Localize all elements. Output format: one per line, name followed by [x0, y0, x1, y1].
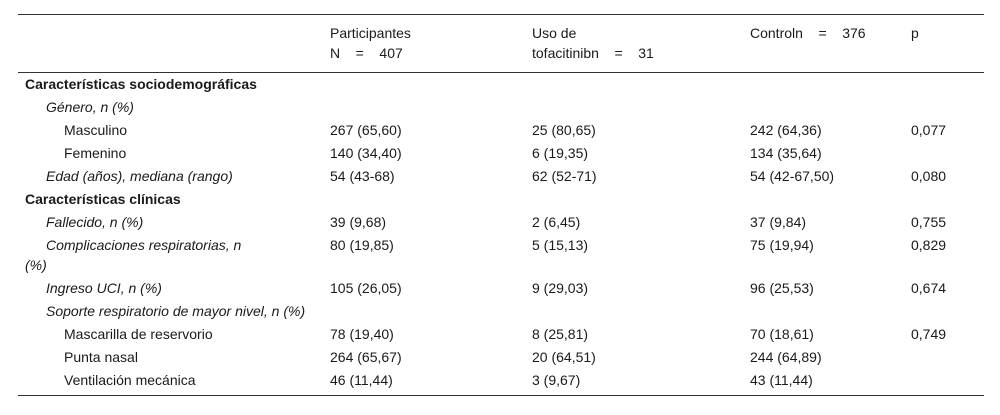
cell-participants: 105 (26,05)	[330, 280, 402, 296]
cell-tofacitinib: 25 (80,65)	[532, 122, 596, 138]
cell-p	[907, 142, 984, 165]
cell-tofacitinib: 9 (29,03)	[532, 280, 589, 296]
cell-p	[907, 369, 984, 396]
cell-control: 134 (35,64)	[750, 145, 822, 161]
cell-p: 0,755	[911, 214, 947, 230]
cell-p	[907, 346, 984, 369]
header-empty	[18, 15, 326, 73]
table-row	[18, 96, 984, 119]
table-row	[18, 234, 984, 277]
cell-tofacitinib: 2 (6,45)	[532, 214, 581, 230]
table-row	[18, 369, 984, 396]
cell-p: 0,749	[911, 326, 947, 342]
comparison-table	[18, 14, 984, 396]
cell-participants: 140 (34,40)	[330, 145, 402, 161]
cell-tofacitinib: 5 (15,13)	[532, 237, 589, 253]
row-label: Ingreso UCI, n (%)	[46, 280, 162, 296]
row-label: Punta nasal	[64, 349, 138, 365]
row-label: Femenino	[64, 145, 127, 161]
row-label: Masculino	[64, 122, 128, 138]
table-row	[18, 346, 984, 369]
row-label: Complicaciones respiratorias, n (%)	[25, 237, 242, 273]
cell-control: 37 (9,84)	[750, 214, 807, 230]
cell-participants: 78 (19,40)	[330, 326, 394, 342]
cell-participants: 264 (65,67)	[330, 349, 402, 365]
section-label: Características clínicas	[25, 191, 181, 207]
cell-tofacitinib: 8 (25,81)	[532, 326, 589, 342]
table-row	[18, 73, 984, 97]
cell-p: 0,077	[911, 122, 947, 138]
cell-tofacitinib: 20 (64,51)	[532, 349, 596, 365]
cell-p: 0,829	[911, 237, 947, 253]
cell-p: 0,080	[911, 168, 947, 184]
header-control: Controln = 376	[746, 15, 907, 73]
cell-tofacitinib: 3 (9,67)	[528, 369, 746, 396]
cell-participants: 39 (9,68)	[330, 214, 387, 230]
cell-p: 0,674	[911, 280, 947, 296]
table-row	[18, 300, 984, 323]
row-label: Fallecido, n (%)	[46, 214, 144, 230]
cell-tofacitinib: 62 (52-71)	[532, 168, 597, 184]
cell-participants: 54 (43-68)	[330, 168, 395, 184]
table-row	[18, 165, 984, 188]
cell-participants: 80 (19,85)	[330, 237, 394, 253]
header-participants: Participantes N = 407	[326, 15, 528, 73]
row-label: Edad (años), mediana (rango)	[46, 168, 233, 184]
cell-participants: 267 (65,60)	[330, 122, 402, 138]
cell-control: 244 (64,89)	[750, 349, 822, 365]
table-row	[18, 119, 984, 142]
row-label: Ventilación mecánica	[18, 369, 326, 396]
table-row	[18, 188, 984, 211]
header-row	[18, 15, 984, 73]
header-tofacitinib: Uso de tofacitinibn = 31	[528, 15, 746, 73]
cell-control: 43 (11,44)	[746, 369, 907, 396]
row-label: Género, n (%)	[46, 99, 134, 115]
section-label: Características sociodemográficas	[25, 76, 257, 92]
cell-control: 242 (64,36)	[750, 122, 822, 138]
cell-control: 75 (19,94)	[750, 237, 814, 253]
row-label: Soporte respiratorio de mayor nivel, n (%)	[46, 303, 306, 319]
row-label: Mascarilla de reservorio	[64, 326, 213, 342]
cell-control: 96 (25,53)	[750, 280, 814, 296]
table-row	[18, 277, 984, 300]
table-row	[18, 323, 984, 346]
header-p: p	[907, 15, 984, 73]
table-row	[18, 142, 984, 165]
cell-control: 70 (18,61)	[750, 326, 814, 342]
cell-control: 54 (42-67,50)	[750, 168, 835, 184]
cell-participants: 46 (11,44)	[326, 369, 528, 396]
table-row	[18, 211, 984, 234]
cell-tofacitinib: 6 (19,35)	[532, 145, 589, 161]
